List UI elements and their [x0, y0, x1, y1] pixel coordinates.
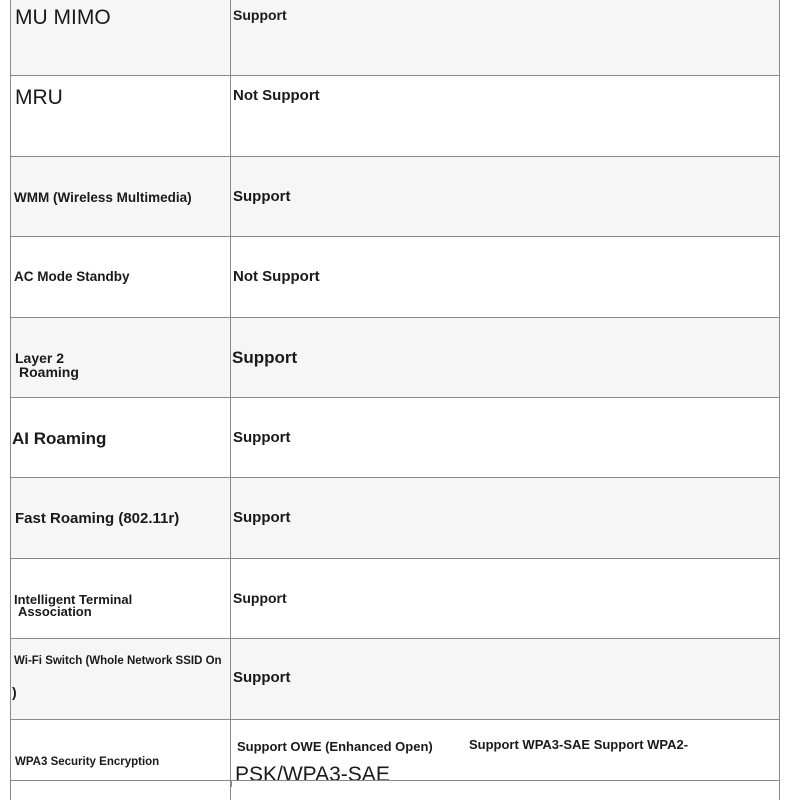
value-cell [231, 237, 779, 316]
feature-label: MRU [15, 86, 63, 110]
feature-label: AC Mode Standby [14, 269, 130, 285]
feature-cell [11, 157, 231, 236]
feature-cell [11, 318, 231, 397]
spec-table [10, 0, 780, 800]
table-row [10, 318, 780, 398]
feature-cell [11, 639, 231, 718]
table-row [10, 157, 780, 237]
value-label: Support [233, 428, 291, 446]
value-cell [231, 318, 779, 397]
feature-label: AI Roaming [12, 428, 107, 448]
table-row [10, 76, 780, 156]
value-label: Support [233, 589, 287, 606]
value-cell [231, 0, 779, 75]
value-label: Support [233, 187, 291, 205]
feature-cell [11, 559, 231, 638]
value-label: Support [233, 509, 291, 527]
value-label: Support [233, 669, 291, 687]
feature-cell [11, 76, 231, 155]
feature-label-line2: ) [12, 684, 17, 701]
value-label: Support [233, 7, 287, 23]
feature-cell [11, 237, 231, 316]
feature-cell [11, 398, 231, 477]
feature-label-line2: Association [18, 603, 92, 619]
value-label-part2: Support WPA3-SAE Support WPA2- [469, 736, 689, 752]
table-row [10, 559, 780, 639]
table-row [10, 0, 780, 76]
value-cell [231, 398, 779, 477]
table-row [10, 398, 780, 478]
value-cell [231, 478, 779, 557]
feature-label-line1: Layer 2 [15, 349, 65, 366]
feature-cell [11, 720, 231, 800]
value-cell [231, 76, 779, 155]
feature-label-line1: Wi-Fi Switch (Whole Network SSID On [14, 655, 222, 668]
value-cell [231, 559, 779, 638]
table-row [10, 639, 780, 719]
feature-cell [11, 0, 231, 75]
feature-label: Fast Roaming (802.11r) [15, 510, 180, 528]
table-bottom-edge [10, 781, 780, 787]
value-cell [231, 720, 779, 800]
table-row [10, 720, 780, 800]
column-divider [231, 781, 232, 787]
value-label-part1: Support OWE (Enhanced Open) [237, 738, 433, 754]
value-label-part3: PSK/WPA3-SAE [235, 762, 390, 786]
row-divider [10, 780, 780, 781]
feature-label-line2: Roaming [19, 363, 79, 380]
feature-label: WPA3 Security Encryption [15, 755, 160, 768]
value-label: Support [232, 347, 298, 367]
feature-label: WMM (Wireless Multimedia) [14, 189, 192, 205]
table-row [10, 478, 780, 558]
value-cell [231, 639, 779, 718]
feature-label: MU MIMO [15, 6, 111, 29]
table-row [10, 237, 780, 317]
value-cell [231, 157, 779, 236]
value-label: Not Support [233, 268, 320, 286]
feature-cell [11, 478, 231, 557]
feature-label-line1: Intelligent Terminal [14, 591, 133, 607]
value-label: Not Support [233, 87, 320, 105]
